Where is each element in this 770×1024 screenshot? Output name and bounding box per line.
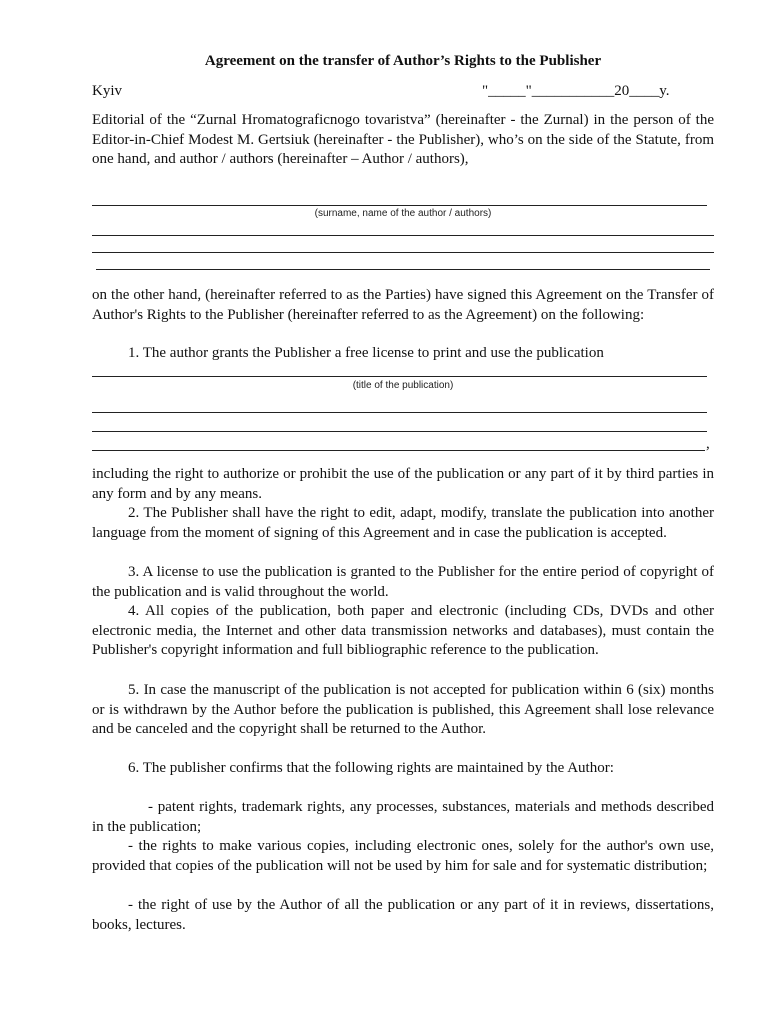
clause-1-text: 1. The author grants the Publisher a free license to print and use the publication: [128, 345, 604, 361]
publication-title-line-2[interactable]: [92, 412, 707, 413]
clause-3-text: 3. A license to use the publication is granted to the Publisher for the entire period of copyright of the publication and is valid throughout the world.: [92, 564, 714, 600]
author-name-line[interactable]: [92, 205, 707, 206]
document-title: Agreement on the transfer of Author’s Rights to the Publisher: [204, 53, 602, 69]
author-name-line-4[interactable]: [96, 269, 710, 270]
author-right-1: [92, 798, 714, 837]
clause-2: [92, 504, 714, 543]
publication-title-line-4[interactable]: [92, 450, 705, 451]
clause-4-text: 4. All copies of the publication, both paper and electronic (including CDs, DVDs and other electronic media, the Internet and other data transmission networks and databases), must contain the Publisher's copyright information and full bibliographic reference to the publication.: [92, 603, 714, 658]
clause-6: [92, 759, 714, 779]
clause-4: [92, 602, 714, 661]
author-right-2: [92, 837, 714, 876]
date-line: "_____"___________20____y.: [482, 83, 670, 99]
publication-title-caption: (title of the publication): [352, 380, 454, 391]
author-name-line-3[interactable]: [92, 252, 714, 253]
author-right-2-text: - the rights to make various copies, including electronic ones, solely for the author's own use, provided that copies of the publication will not be used by him for sale and for systematic distribution;: [92, 838, 714, 874]
trailing-comma: ,: [706, 436, 710, 452]
clause-3: [92, 563, 714, 602]
clause-1-continuation: including the right to authorize or prohibit the use of the publication or any part of it by third parties in any form and by any means.: [92, 466, 714, 502]
clause-6-text: 6. The publisher confirms that the following rights are maintained by the Author:: [128, 760, 614, 776]
clause-2-text: 2. The Publisher shall have the right to edit, adapt, modify, translate the publication into another language from the moment of signing of this Agreement and in case the publication is accepted.: [92, 505, 714, 541]
clause-1: [92, 344, 714, 364]
intro-paragraph: Editorial of the “Zurnal Hromatograficnogo tovaristva” (hereinafter - the Zurnal) in the person of the Editor-in-Chief Modest M. Gertsiuk (hereinafter - the Publisher), who’s on the side of the Statute, from one hand, and author / authors (hereinafter – Author / authors),: [92, 112, 714, 167]
city-label: Kyiv: [92, 83, 122, 99]
publication-title-line[interactable]: [92, 376, 707, 377]
author-right-3-text: - the right of use by the Author of all the publication or any part of it in reviews, dissertations, books, lectures.: [92, 897, 714, 933]
author-right-3: [92, 896, 714, 935]
author-name-caption: (surname, name of the author / authors): [314, 208, 492, 219]
other-hand-paragraph: on the other hand, (hereinafter referred to as the Parties) have signed this Agreement on the Transfer of Author's Rights to the Publisher (hereinafter referred to as the Agreement) on the following:: [92, 287, 714, 323]
author-right-1-text: - patent rights, trademark rights, any processes, substances, materials and methods described in the publication;: [92, 799, 714, 835]
publication-title-line-3[interactable]: [92, 431, 707, 432]
clause-5-text: 5. In case the manuscript of the publication is not accepted for publication within 6 (six) months or is withdrawn by the Author before the publication is published, this Agreement shall lose relevance and be canceled and the copyright shall be returned to the Author.: [92, 682, 714, 737]
author-name-line-2[interactable]: [92, 235, 714, 236]
clause-5: [92, 681, 714, 740]
